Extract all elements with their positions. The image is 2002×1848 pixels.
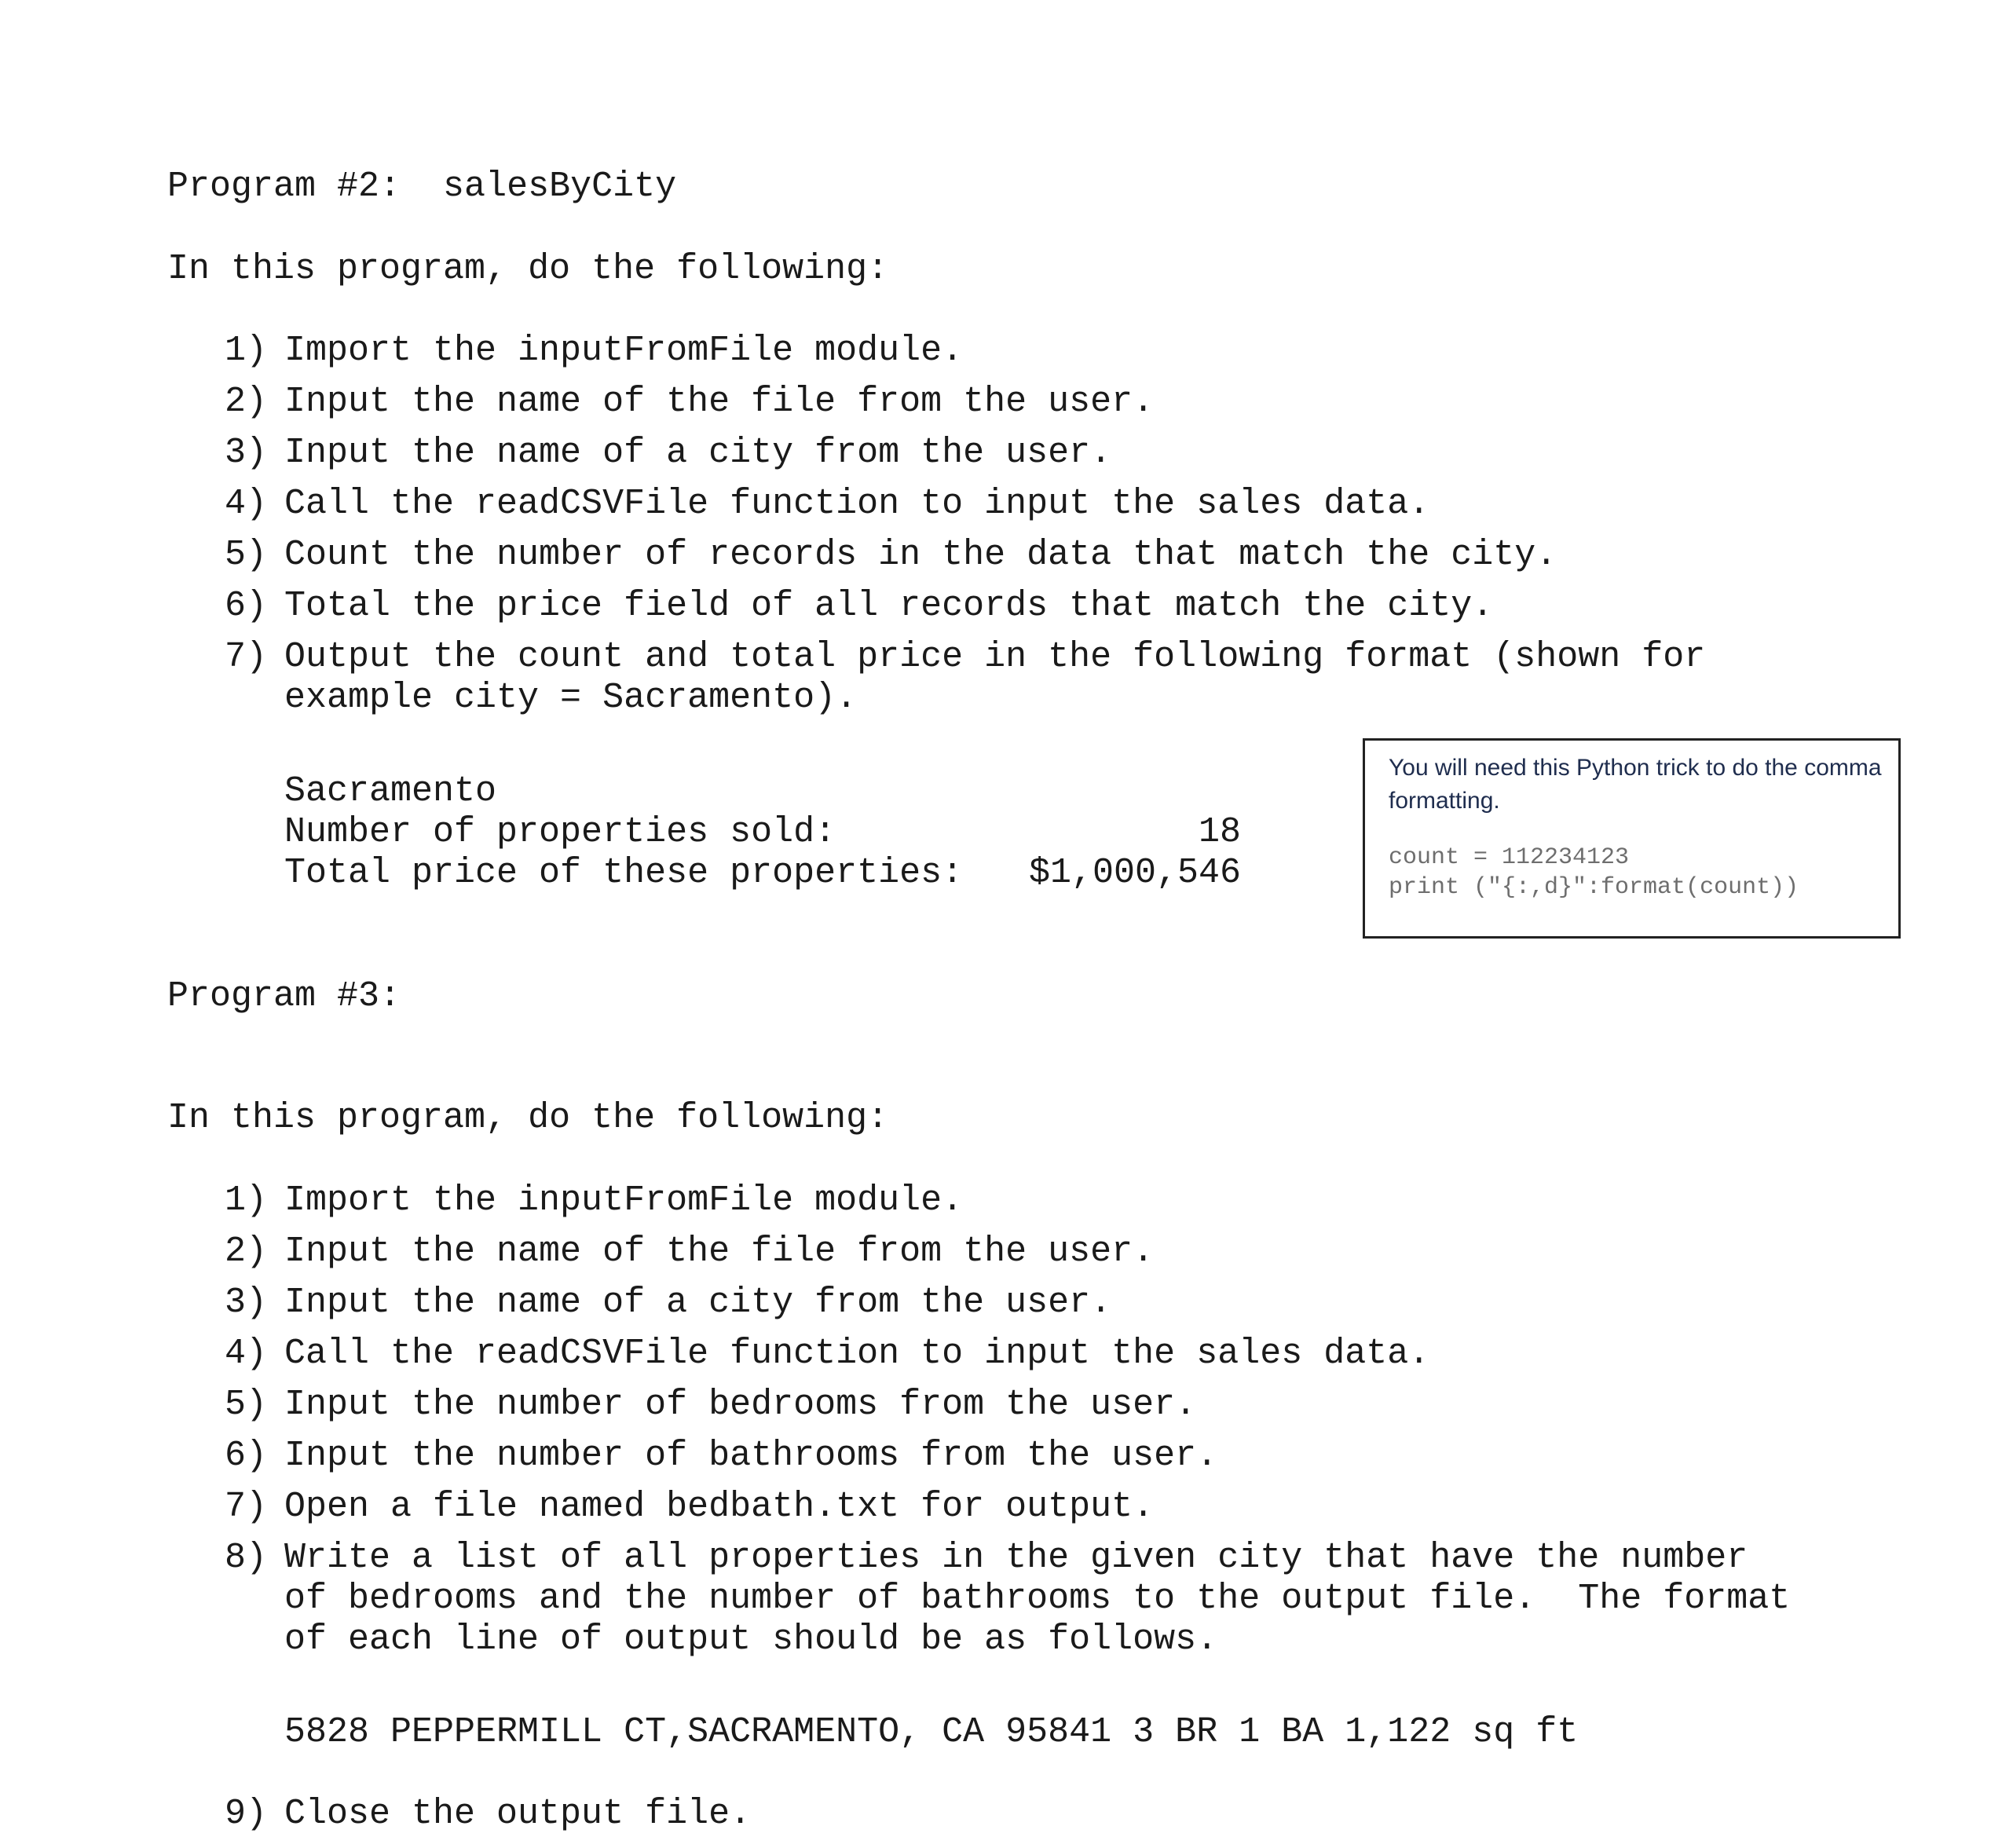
step-number: 5) <box>224 1385 267 1425</box>
step-number: 2) <box>224 1231 267 1272</box>
step-number: 8) <box>224 1538 267 1578</box>
tip-code-line-1: count = 112234123 <box>1389 844 1630 871</box>
step-number: 1) <box>224 1180 267 1220</box>
step-number: 3) <box>224 433 267 473</box>
step-number: 9) <box>224 1794 267 1834</box>
step-text: Call the readCSVFile function to input the sales data. <box>284 1334 1430 1374</box>
step-number: 7) <box>224 1487 267 1527</box>
step-text: Count the number of records in the data that match the city. <box>284 535 1557 575</box>
step-text: Import the inputFromFile module. <box>284 331 964 371</box>
example-city: Sacramento <box>284 771 497 811</box>
program2-intro: In this program, do the following: <box>167 249 889 289</box>
example-count-label: Number of properties sold: <box>284 812 836 852</box>
step-text: Import the inputFromFile module. <box>284 1180 964 1220</box>
step-text: Output the count and total price in the following format (shown for <box>284 637 1706 677</box>
example-output-line: 5828 PEPPERMILL CT,SACRAMENTO, CA 95841 3 BR 1 BA 1,122 sq ft <box>284 1712 1579 1752</box>
step-text: Input the name of the file from the user. <box>284 1231 1155 1272</box>
step-number: 7) <box>224 637 267 677</box>
step-text: Close the output file. <box>284 1794 752 1834</box>
step-number: 5) <box>224 535 267 575</box>
step-text: Write a list of all properties in the given city that have the number <box>284 1538 1748 1578</box>
step-text: Input the name of a city from the user. <box>284 1283 1112 1323</box>
step-text: Input the name of a city from the user. <box>284 433 1112 473</box>
step-text: Call the readCSVFile function to input the sales data. <box>284 484 1430 524</box>
tip-code-line-2: print ("{:,d}":format(count)) <box>1389 874 1799 901</box>
step-number: 6) <box>224 1436 267 1476</box>
step-number: 4) <box>224 1334 267 1374</box>
step-text-continuation: of bedrooms and the number of bathrooms to the output file. The format <box>284 1579 1791 1619</box>
program2-heading: Program #2: salesByCity <box>167 167 677 207</box>
step-text: Input the number of bedrooms from the user. <box>284 1385 1197 1425</box>
step-number: 6) <box>224 586 267 626</box>
program3-heading: Program #3: <box>167 976 401 1016</box>
tip-text: You will need this Python trick to do the comma formatting. <box>1389 755 1882 814</box>
step-number: 3) <box>224 1283 267 1323</box>
example-price-value: $1,000,546 <box>1028 853 1241 893</box>
step-text-continuation: example city = Sacramento). <box>284 678 858 718</box>
step-number: 2) <box>224 382 267 422</box>
step-number: 1) <box>224 331 267 371</box>
python-tip-box <box>1363 738 1901 939</box>
example-price-label: Total price of these properties: <box>284 853 964 893</box>
program3-intro: In this program, do the following: <box>167 1098 889 1138</box>
step-text: Input the name of the file from the user. <box>284 382 1155 422</box>
step-text: Open a file named bedbath.txt for output. <box>284 1487 1155 1527</box>
step-text: Input the number of bathrooms from the user. <box>284 1436 1218 1476</box>
step-text-continuation: of each line of output should be as follows. <box>284 1619 1218 1660</box>
step-text: Total the price field of all records that match the city. <box>284 586 1494 626</box>
example-count-value: 18 <box>1198 812 1241 852</box>
step-number: 4) <box>224 484 267 524</box>
